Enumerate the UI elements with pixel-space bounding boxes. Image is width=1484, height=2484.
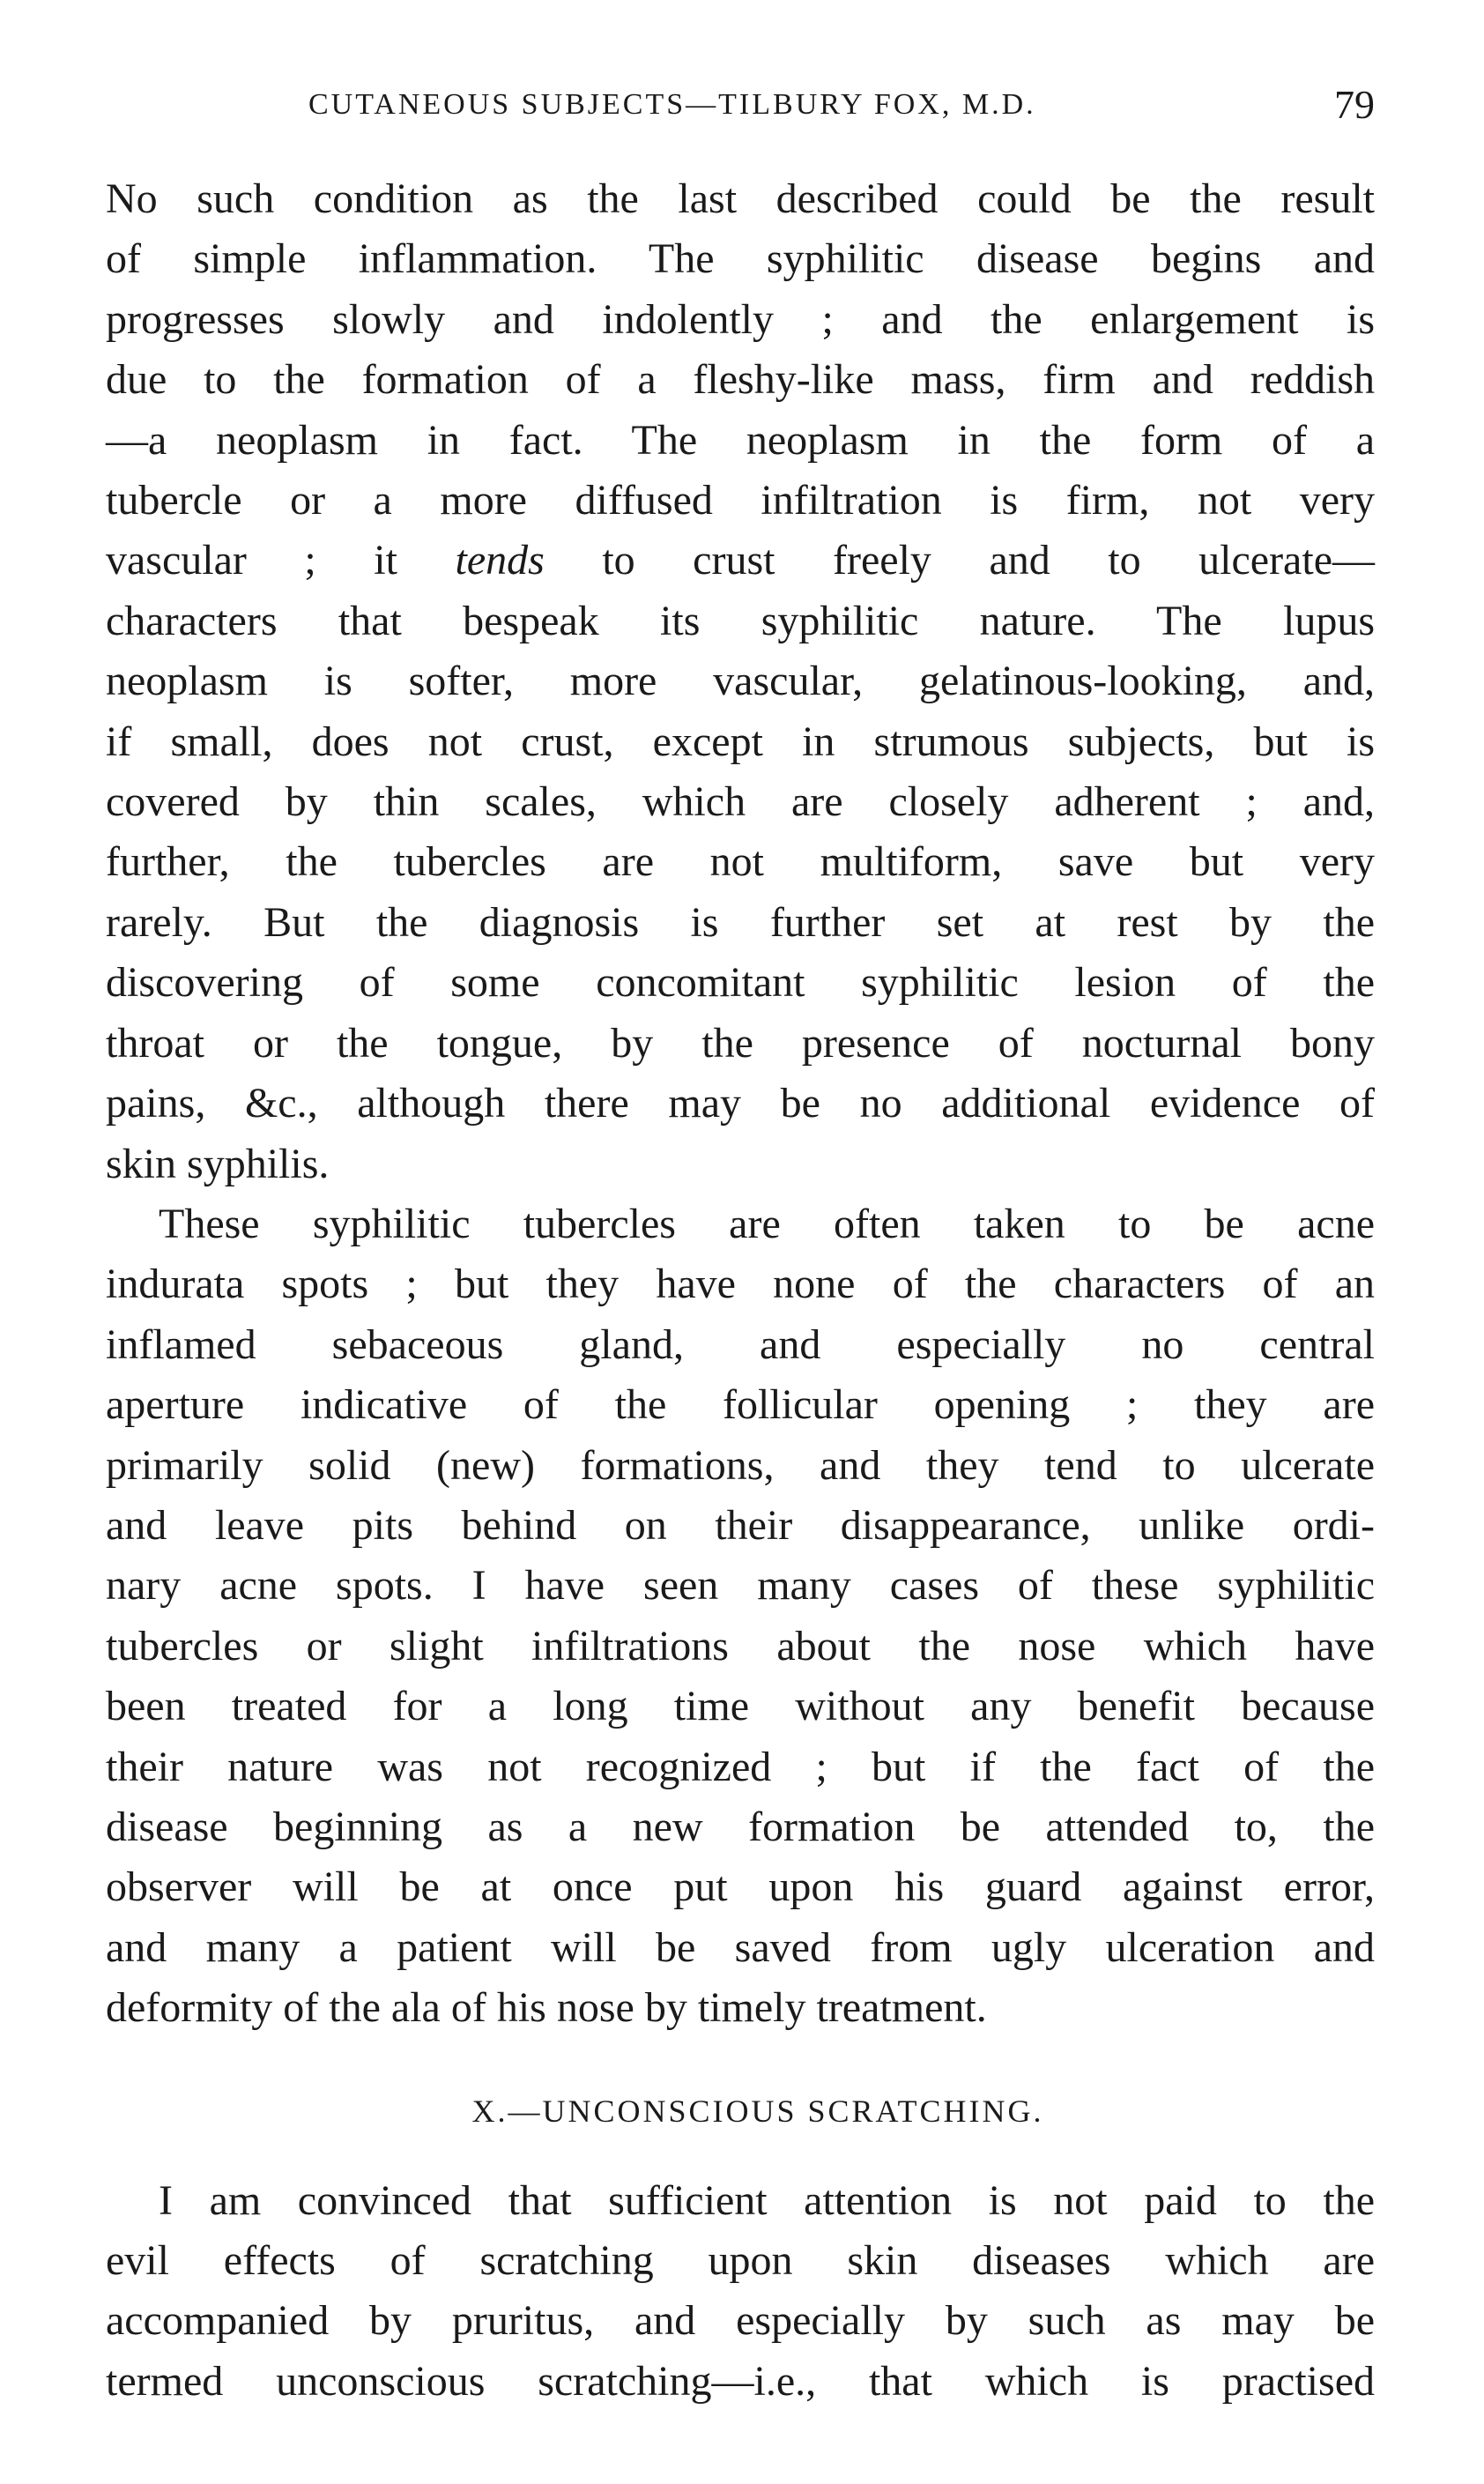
text-line: their nature was not recognized ; but if the fact of the <box>106 1743 1375 1790</box>
section-heading: X.—UNCONSCIOUS SCRATCHING. <box>471 2093 1044 2129</box>
text-line: pains, &c., although there may be no additional evidence of <box>106 1080 1375 1127</box>
text-line: skin syphilis. <box>106 1140 330 1187</box>
page-number: 79 <box>1334 82 1375 127</box>
text-line: indurata spots ; but they have none of the characters of an <box>106 1261 1375 1308</box>
italic-word: tends <box>455 537 545 584</box>
text-line: —a neoplasm in fact. The neoplasm in the form of a <box>106 416 1375 464</box>
text-line: These syphilitic tubercles are often taken to be acne <box>159 1200 1375 1247</box>
text-line: further, the tubercles are not multiform, save but very <box>106 838 1375 886</box>
text-line: primarily solid (new) formations, and they tend to ulcerate <box>106 1441 1375 1489</box>
text-line: accompanied by pruritus, and especially by such as may be <box>106 2297 1375 2345</box>
text-line: progresses slowly and indolently ; and the enlargement is <box>106 295 1375 343</box>
running-head <box>106 81 1375 134</box>
text-line: disease beginning as a new formation be attended to, the <box>106 1803 1375 1850</box>
paragraph-acne-indurata <box>106 1194 1375 2039</box>
text-line: observer will be at once put upon his guard against error, <box>106 1863 1375 1911</box>
paragraph-syphilitic-neoplasm <box>106 169 1375 1194</box>
text-line: tubercles or slight infiltrations about the nose which have <box>106 1622 1375 1670</box>
text-line: evil effects of scratching upon skin diseases which are <box>106 2237 1375 2284</box>
text-line: been treated for a long time without any benefit because <box>106 1683 1375 1730</box>
text-line: inflamed sebaceous gland, and especially no central <box>106 1320 1375 1368</box>
text-line: termed unconscious scratching—i.e., that which is practised <box>106 2357 1375 2405</box>
text-line: neoplasm is softer, more vascular, gelatinous-looking, and, <box>106 658 1375 705</box>
text-segment: vascular ; it <box>106 537 456 584</box>
text-line: I am convinced that sufficient attention is not paid to the <box>159 2176 1375 2224</box>
text-line: covered by thin scales, which are closely adherent ; and, <box>106 778 1375 826</box>
running-title: CUTANEOUS SUBJECTS—TILBURY FOX, M.D. <box>308 88 1036 121</box>
text-line <box>106 531 1375 591</box>
text-line: and many a patient will be saved from ugly ulceration and <box>106 1923 1375 1971</box>
text-line: tubercle or a more diffused infiltration is firm, not very <box>106 477 1375 524</box>
text-line: due to the formation of a fleshy-like mass, firm and reddish <box>106 356 1375 404</box>
text-line: if small, does not crust, except in strumous subjects, but is <box>106 718 1375 765</box>
text-line: rarely. But the diagnosis is further set at rest by the <box>106 898 1375 946</box>
text-line: discovering of some concomitant syphilitic lesion of the <box>106 959 1375 1007</box>
text-line: and leave pits behind on their disappearance, unlike ordi- <box>106 1501 1375 1549</box>
text-line: No such condition as the last described could be the result <box>106 175 1375 222</box>
text-line: characters that bespeak its syphilitic nature. The lupus <box>106 597 1375 644</box>
text-line: of simple inflammation. The syphilitic disease begins and <box>106 235 1375 283</box>
body-text <box>106 169 1375 2412</box>
text-line: nary acne spots. I have seen many cases of these syphilitic <box>106 1562 1375 1610</box>
text-line: deformity of the ala of his nose by timely treatment. <box>106 1984 987 2032</box>
text-segment: to crust freely and to ulcerate— <box>544 537 1375 584</box>
text-line: aperture indicative of the follicular opening ; they are <box>106 1381 1375 1429</box>
paragraph-unconscious-scratching <box>106 2171 1375 2413</box>
text-line: throat or the tongue, by the presence of nocturnal bony <box>106 1019 1375 1067</box>
